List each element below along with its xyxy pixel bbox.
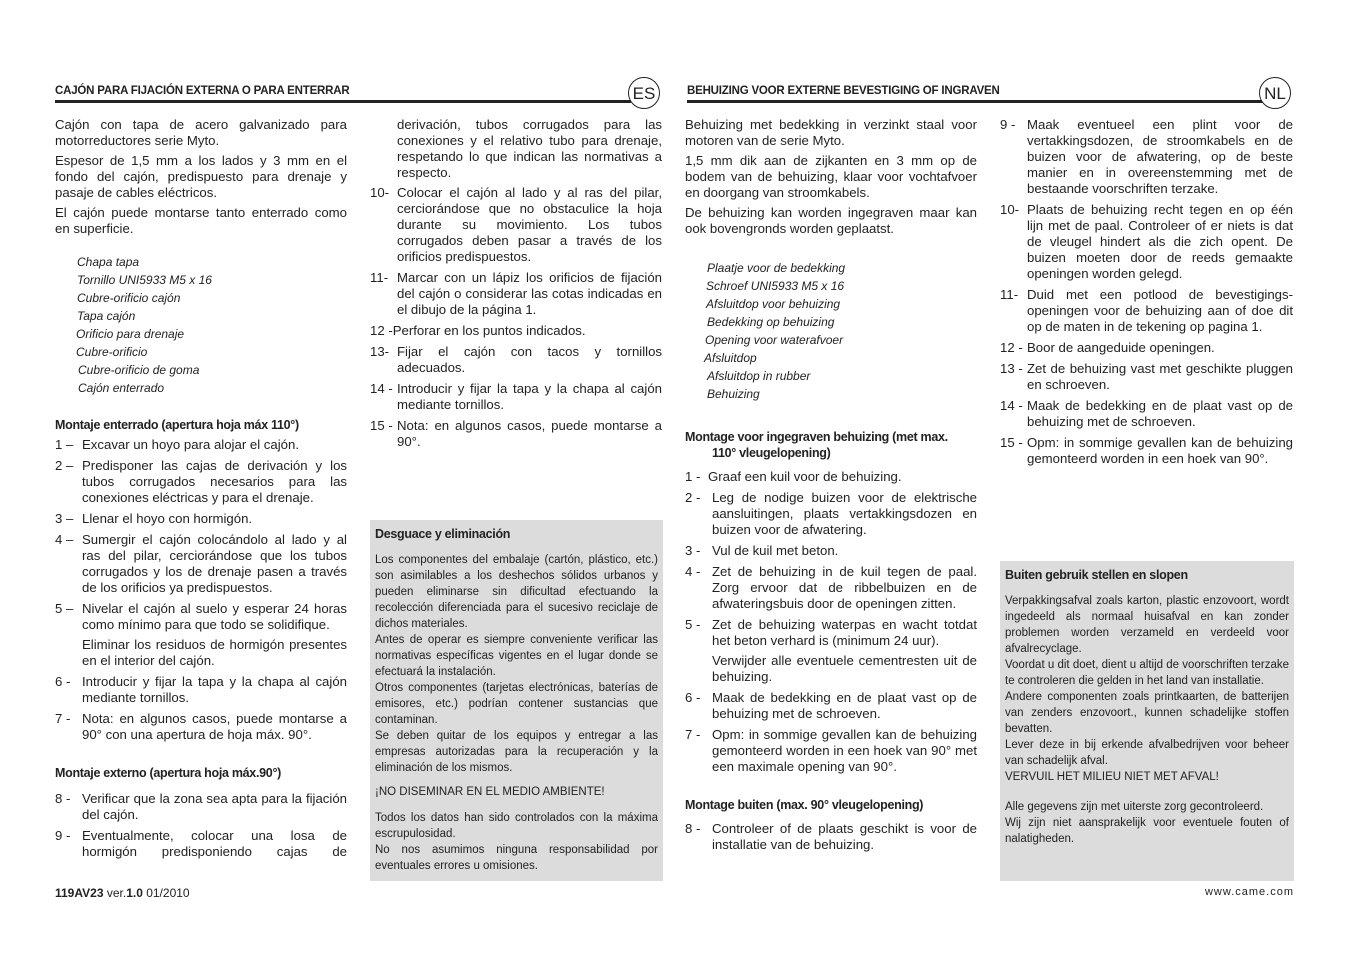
nl-intro-1: Behuizing met bedekking in verzinkt staal voor motoren van de serie Myto. [685,117,977,148]
nl-language-badge: NL [1259,77,1291,109]
list-item: 11- Duid met een potlood de bevestigings-openingen voor de behuizing aan of doe dit op de maten in de tekening op pagina 1. [1000,287,1293,334]
es-disposal-title: Desguace y eliminación [375,527,511,541]
list-item: 1 - Graaf een kuil voor de behuizing. [685,469,902,484]
nl-section-buried-title: Montage voor ingegraven behuizing (met max. 110° vleugelopening) [685,430,948,460]
es-external-steps [55,791,347,860]
es-section-buried-title: Montaje enterrado (apertura hoja máx 110°) [55,418,299,432]
list-item: 15 - Opm: in sommige gevallen kan de behuizing gemonteerd worden in een hoek van 90°. [1000,435,1293,466]
list-item: 7 - Nota: en algunos casos, puede montarse a 90° con una apertura de hoja máx. 90°. [55,711,347,742]
es-header-rule [55,100,631,103]
list-item: 5 – Nivelar el cajón al suelo y esperar 24 horas como mínimo para que todo se solidifique. Eliminar los residuos de hormigón presentes en el interior del cajón. [55,601,347,668]
list-item: 8 - Verificar que la zona sea apta para la fijación del cajón. [55,791,347,822]
nl-header-title: BEHUIZING VOOR EXTERNE BEVESTIGING OF INGRAVEN [687,85,1000,97]
list-item: 12 - Boor de aangeduide openingen. [1000,340,1215,355]
nl-intro-3: De behuizing kan worden ingegraven maar kan ook bovengronds worden geplaatst. [685,205,977,236]
list-item: 8 - Controleer of de plaats geschikt is voor de installatie van de behuizing. [685,821,977,852]
list-item: 5 - Zet de behuizing waterpas en wacht totdat het beton verhard is (minimum 24 uur). Verwijder alle eventuele cementresten uit de behuizing. [685,617,977,684]
nl-column-1 [685,117,977,858]
list-item: 7 - Opm: in sommige gevallen kan de behuizing gemonteerd worden in een hoek van 90° met een maximale opening van 90°. [685,727,977,774]
document-code: 119AV23 ver.1.0 01/2010 [55,886,190,900]
list-item: 10- Plaats de behuizing recht tegen en op één lijn met de paal. Controleer of er niets is dat de vleugel hindert als die zich opent. De buizen moeten door de reeds gemaakte openingen worden gelegd. [1000,202,1293,281]
es-language-badge: ES [628,77,660,109]
es-disposal-text: Los componentes del embalaje (cartón, plástico, etc.) son asimilables a los deshechos sólidos urbanos y pueden eliminarse sin dificultad efectuando la recolección diferenciada para el sucesivo reciclaje de dichos materiales. [375,554,658,630]
nl-legend-item: Plaatje voor de bedekking [707,261,846,275]
es-external-steps-cont [370,185,662,450]
list-item: 6 - Maak de bedekking en de plaat vast op de behuizing met de schroeven. [685,690,977,721]
nl-legend-item: Behuizing [707,387,760,401]
es-buried-steps [55,437,347,743]
es-step-9-continued: derivación, tubos corrugados para las conexiones y el relativo tubo para drenaje, respetando lo que indican las normativas a respecto. [397,117,662,180]
list-item: 1 – Excavar un hoyo para alojar el cajón. [55,437,299,452]
list-item: 14 - Introducir y fijar la tapa y la chapa al cajón mediante tornillos. [370,381,662,412]
nl-external-steps [685,821,977,853]
list-item: 9 - Maak eventueel een plint voor de vertakkingsdozen, de stroomkabels en de buizen voor de afwatering, op de beste manier en in overeenstemming met de bestaande voorschriften terzake. [1000,117,1293,196]
nl-disposal-box [1000,561,1294,881]
list-item: 3 – Llenar el hoyo con hormigón. [55,511,253,526]
nl-legend-item: Afsluitdop voor behuizing [706,297,841,311]
es-disclaimer: Todos los datos han sido controlados con la máxima escrupulosidad. [375,812,658,840]
list-item: 11- Marcar con un lápiz los orificios de fijación del cajón o considerar las cotas indicadas en el dibujo de la página 1. [370,270,662,317]
es-legend-item: Tornillo UNI5933 M5 x 16 [77,273,212,287]
list-item: 14 - Maak de bedekking en de plaat vast op de behuizing met de schroeven. [1000,398,1293,429]
es-legend [77,253,347,397]
nl-disclaimer: Wij zijn niet aansprakelijk voor eventuele fouten of nalatigheden. [1005,817,1289,845]
es-disposal-text: Se deben quitar de los equipos y entregar a las empresas autorizadas para la recuperación y la eliminación de los mismos. [375,730,658,774]
es-disposal-text: Otros componentes (tarjetas electrónicas, baterías de emisores, etc.) podrían contener sustancias que contaminan. [375,682,658,726]
nl-buried-steps [685,469,977,775]
list-item: 2 – Predisponer las cajas de derivación y los tubos corrugados necesarios para las conexiones eléctricas y para el drenaje. [55,458,347,505]
es-intro-2: Espesor de 1,5 mm a los lados y 3 mm en el fondo del cajón, predispuesto para drenaje y pasaje de cables eléctricos. [55,153,347,200]
es-disposal-text: Antes de operar es siempre conveniente verificar las normativas específicas vigentes en el lugar donde se efectuará la instalación. [375,634,658,678]
es-legend-item: Cubre-orificio [76,345,148,359]
nl-external-steps-cont [1000,117,1293,467]
es-legend-item: Cubre-orificio cajón [77,291,181,305]
nl-disposal-warning: VERVUIL HET MILIEU NIET MET AFVAL! [1005,771,1219,783]
nl-legend-item: Afsluitdop in rubber [707,369,811,383]
nl-legend-item: Bedekking op behuizing [707,315,835,329]
website-link[interactable]: www.came.com [1204,886,1294,898]
nl-disposal-text: Voordat u dit doet, dient u altijd de voorschriften terzake te controleren die gelden in het land van installatie. [1005,659,1289,687]
list-item: 3 - Vul de kuil met beton. [685,543,839,558]
list-item: 9 - Eventualmente, colocar una losa de hormigón predisponiendo cajas de [55,828,347,859]
nl-legend-item: Afsluitdop [704,351,757,365]
nl-legend-item: Opening voor waterafvoer [705,333,844,347]
nl-legend-item: Schroef UNI5933 M5 x 16 [706,279,845,293]
list-item: 13 - Zet de behuizing vast met geschikte pluggen en schroeven. [1000,361,1293,392]
nl-section-external-title: Montage buiten (max. 90° vleugelopening) [685,798,924,812]
es-section-external-title: Montaje externo (apertura hoja máx.90°) [55,766,282,780]
list-item: 15 - Nota: en algunos casos, puede montarse a 90°. [370,418,662,449]
es-intro-1: Cajón con tapa de acero galvanizado para motorreductores serie Myto. [55,117,347,148]
es-legend-item: Orificio para drenaje [76,327,185,341]
es-header [55,77,663,107]
list-item: 4 – Sumergir el cajón colocándolo al lado y al ras del pilar, cerciorándose que los tubos corrugados y los de drenaje pasen a través de los orificios ya predispuestos. [55,532,347,595]
es-disclaimer: No nos asumimos ninguna responsabilidad por eventuales errores u omisiones. [375,844,658,872]
list-item: 12 - Perforar en los puntos indicados. [370,323,586,338]
es-column-2 [370,117,662,455]
es-disposal-box [370,520,663,881]
es-legend-item: Cubre-orificio de goma [78,363,200,377]
list-item: 2 - Leg de nodige buizen voor de elektrische aansluitingen, plaats vertakkingsdozen en buizen voor de afwatering. [685,490,977,537]
nl-disposal-text: Lever deze in bij erkende afvalbedrijven voor beheer van schadelijk afval. [1005,739,1289,767]
es-legend-item: Cajón enterrado [78,381,165,395]
nl-disposal-text: Verpakkingsafval zoals karton, plastic enzovoort, wordt ingedeeld als normaal huisafval en kan zonder problemen worden verzameld en verdeeld voor afvalrecyclage. [1005,595,1289,655]
nl-column-2 [1000,117,1293,472]
es-legend-item: Tapa cajón [77,309,136,323]
nl-disclaimer: Alle gegevens zijn met uiterste zorg gecontroleerd. [1005,801,1264,813]
nl-disposal-text: Andere componenten zoals printkaarten, de batterijen van zenders enzovoort., kunnen schadelijke stoffen bevatten. [1005,691,1289,735]
nl-legend [704,259,977,403]
list-item: 13- Fijar el cajón con tacos y tornillos adecuados. [370,344,662,375]
nl-header-rule [687,100,1263,103]
nl-disposal-title: Buiten gebruik stellen en slopen [1005,568,1188,582]
es-header-title: CAJÓN PARA FIJACIÓN EXTERNA O PARA ENTERRAR [55,85,350,97]
es-legend-item: Chapa tapa [77,255,140,269]
list-item: 4 - Zet de behuizing in de kuil tegen de paal. Zorg ervoor dat de ribbelbuizen en de afwateringsbuis door de openingen zitten. [685,564,977,611]
nl-intro-2: 1,5 mm dik aan de zijkanten en 3 mm op de bodem van de behuizing, klaar voor vochtafvoer en doorgang van stroomkabels. [685,153,977,200]
list-item: 6 - Introducir y fijar la tapa y la chapa al cajón mediante tornillos. [55,674,347,705]
list-item: 10- Colocar el cajón al lado y al ras del pilar, cerciorándose que no obstaculice la hoja durante su movimiento. Los tubos corrugados deben pasar a través de los orificios predispuestos. [370,185,662,264]
es-disposal-warning: ¡NO DISEMINAR EN EL MEDIO AMBIENTE! [375,786,605,798]
nl-header [687,77,1295,107]
es-intro-3: El cajón puede montarse tanto enterrado como en superficie. [55,205,347,236]
es-column-1 [55,117,347,865]
